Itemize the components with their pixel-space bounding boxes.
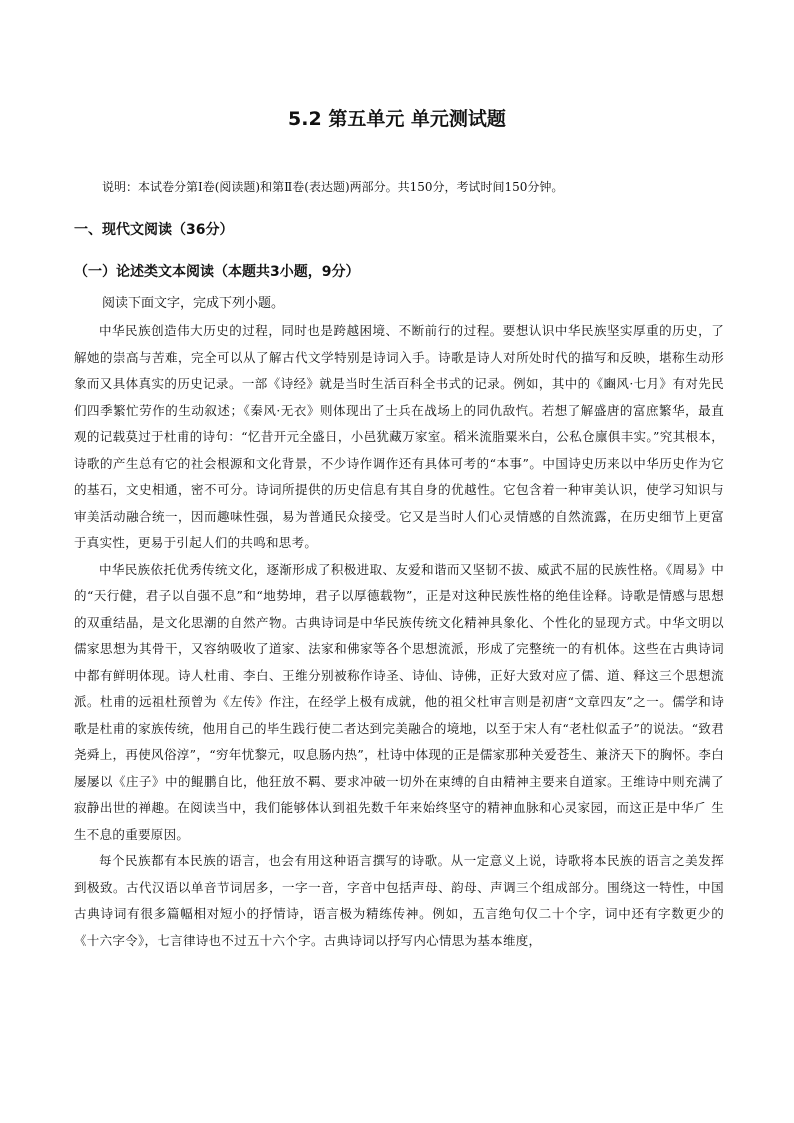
passage-paragraph-1: 中华民族创造伟大历史的过程，同时也是跨越困境、不断前行的过程。要想认识中华民族坚实厚重的历史，了解她的崇高与苦难，完全可以从了解古代文学特别是诗词入手。诗歌是诗人对所处时代的描写和反映，堪称生动形象而又具体真实的历史记录。一部《诗经》就是当时生活百科全书式的记录。例如，其中的《豳风·七月》有对先民们四季繁忙劳作的生动叙述；《秦风·无衣》则体现出了士兵在战场上的同仇敌忾。若想了解盛唐的富庶繁华，最直观的记载莫过于杜甫的诗句：“忆昔开元全盛日，小邑犹藏万家室。稻米流脂粟米白，公私仓廪俱丰实。”究其根本，诗歌的产生总有它的社会根源和文化背景，不少诗作调作还有具体可考的“本事”。中国诗史历来以中华历史作为它的基石，文史相通，密不可分。诗词所提供的历史信息有其自身的优越性。它包含着一种审美认识，使学习知识与审美活动融合统一，因而趣味性强，易为普通民众接受。它又是当时人们心灵情感的自然流露，在历史细节上更富于真实性，更易于引起人们的共鸣和思考。 (74, 323, 724, 550)
passage-paragraph-3: 每个民族都有本民族的语言，也会有用这种语言撰写的诗歌。从一定意义上说，诗歌将本民族的语言之美发挥到极致。古代汉语以单音节词居多，一字一音，字音中包括声母、韵母、声调三个组成部分。围绕这一特性，中国古典诗词有很多篇幅相对短小的抒情诗，语言极为精练传神。例如，五言绝句仅二十个字，词中还有字数更少的《十六字令》，七言律诗也不过五十六个字。古典诗词以抒写内心情思为基本维度， (74, 853, 724, 948)
section-heading: 一、现代文阅读（36分） (74, 222, 234, 238)
reading-passage (74, 318, 724, 954)
exam-instructions: 说明：本试卷分第Ⅰ卷(阅读题)和第Ⅱ卷(表达题)两部分。共150分，考试时间150分钟。 (102, 180, 564, 194)
passage-paragraph-2: 中华民族依托优秀传统文化，逐渐形成了积极进取、友爱和谐而又坚韧不拔、威武不屈的民族性格。《周易》中的“天行健，君子以自强不息”和“地势坤，君子以厚德载物”，正是对这种民族性格的绝佳诠释。诗歌是情感与思想的双重结晶，是文化思潮的自然产物。古典诗词是中华民族传统文化精神具象化、个性化的显现方式。中华文明以儒家思想为其骨干，又容纳吸收了道家、法家和佛家等各个思想流派，形成了完整统一的有机体。这些在古典诗词中都有鲜明体现。诗人杜甫、李白、王维分别被称作诗圣、诗仙、诗佛，正好大致对应了儒、道、释这三个思想流派。杜甫的远祖杜预曾为《左传》作注，在经学上极有成就，他的祖父杜审言则是初唐“文章四友”之一。儒学和诗歌是杜甫的家族传统，他用自己的毕生践行使二者达到完美融合的境地，以至于宋人有“老杜似孟子”的说法。“致君尧舜上，再使风俗淳”，“穷年忧黎元，叹息肠内热”，杜诗中体现的正是儒家那种关爱苍生、兼济天下的胸怀。李白屡屡以《庄子》中的鲲鹏自比，他狂放不羁、要求冲破一切外在束缚的自由精神主要来自道家。王维诗中则充满了寂静出世的禅趣。在阅读当中，我们能够体认到祖先数千年来始终坚守的精神血脉和心灵家园，而这正是中华⺁ 生生不息的重要原因。 (74, 561, 724, 842)
reading-instruction: 阅读下面文字，完成下列小题。 (102, 296, 285, 311)
page-title: 5.2 第五单元 单元测试题 (288, 108, 506, 130)
subsection-heading: （一）论述类文本阅读（本题共3小题，9分） (74, 264, 360, 280)
